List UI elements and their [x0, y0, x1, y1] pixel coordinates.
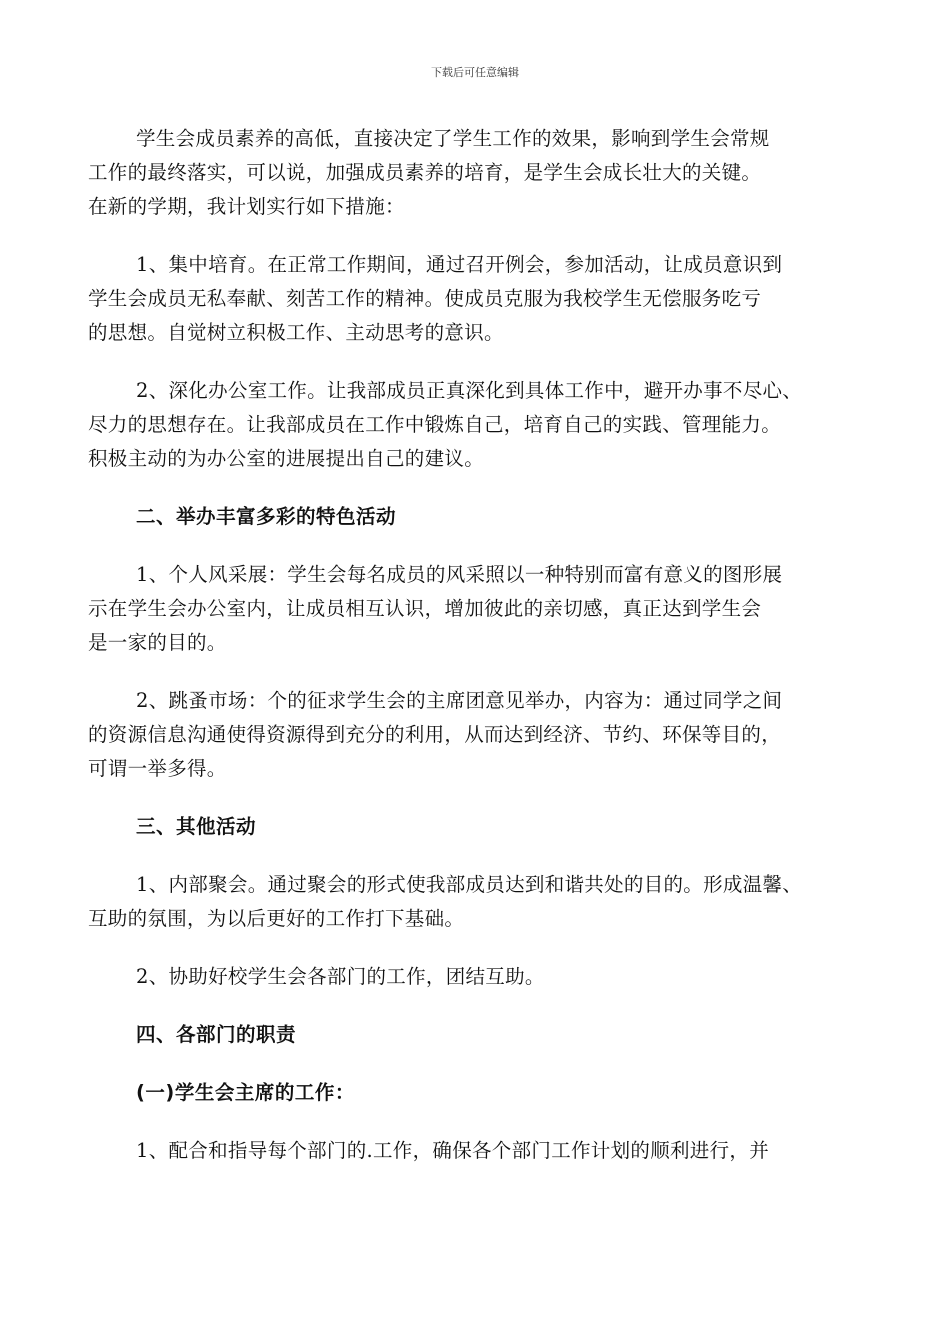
page-header: 下载后可任意编辑 — [431, 66, 519, 79]
paragraph — [88, 122, 862, 224]
text-line: 1、集中培育。在正常工作期间，通过召开例会，参加活动，让成员意识到 — [136, 253, 783, 276]
text-line: 是一家的目的。 — [88, 631, 227, 654]
section-heading: 四、各部门的职责 — [136, 1023, 297, 1046]
text-line: 可谓一举多得。 — [88, 757, 227, 780]
text-line: 尽力的思想存在。让我部成员在工作中锻炼自己，培育自己的实践、管理能力。 — [88, 413, 782, 436]
section-heading: 二、举办丰富多彩的特色活动 — [136, 505, 397, 528]
paragraph — [88, 684, 862, 786]
text-line: 的思想。自觉树立积极工作、主动思考的意识。 — [88, 321, 504, 344]
text-line: 学生会成员素养的高低，直接决定了学生工作的效果，影响到学生会常规 — [136, 127, 770, 150]
paragraph — [88, 248, 862, 350]
text-line: 互助的氛围，为以后更好的工作打下基础。 — [88, 907, 465, 930]
text-line: 示在学生会办公室内，让成员相互认识，增加彼此的亲切感，真正达到学生会 — [88, 597, 762, 620]
document-body — [88, 122, 862, 1192]
text-line: 2、深化办公室工作。让我部成员正真深化到具体工作中，避开办事不尽心、 — [136, 379, 803, 402]
text-line: 1、内部聚会。通过聚会的形式使我部成员达到和谐共处的目的。形成温馨、 — [136, 873, 803, 896]
text-line: 2、跳蚤市场：个的征求学生会的主席团意见举办，内容为：通过同学之间 — [136, 689, 783, 712]
text-line: 2、协助好校学生会各部门的工作，团结互助。 — [136, 965, 545, 988]
section-heading: 三、其他活动 — [136, 815, 257, 838]
text-line: 积极主动的为办公室的进展提出自己的建议。 — [88, 447, 485, 470]
text-line: 1、配合和指导每个部门的.工作，确保各个部门工作计划的顺利进行，并 — [136, 1139, 770, 1162]
subsection-heading: (一)学生会主席的工作： — [136, 1081, 355, 1104]
paragraph — [88, 558, 862, 660]
paragraph — [88, 374, 862, 476]
text-line: 1、个人风采展：学生会每名成员的风采照以一种特别而富有意义的图形展 — [136, 563, 783, 586]
text-line: 学生会成员无私奉献、刻苦工作的精神。使成员克服为我校学生无偿服务吃亏 — [88, 287, 762, 310]
paragraph — [88, 960, 862, 994]
text-line: 工作的最终落实，可以说，加强成员素养的培育，是学生会成长壮大的关键。 — [88, 161, 762, 184]
text-line: 在新的学期，我计划实行如下措施： — [88, 195, 405, 218]
paragraph — [88, 868, 862, 936]
text-line: 的资源信息沟通使得资源得到充分的利用，从而达到经济、节约、环保等目的， — [88, 723, 782, 746]
paragraph — [88, 1134, 862, 1168]
